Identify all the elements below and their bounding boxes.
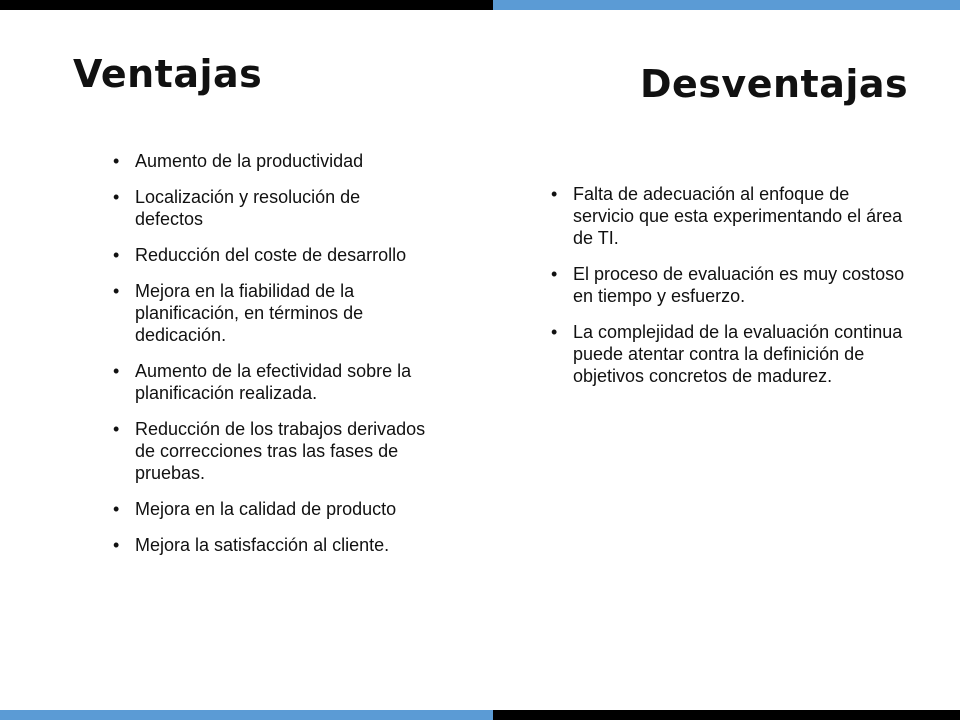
desventajas-item: • La complejidad de la evaluación continua puede atentar contra la definición de objetivos concretos de madurez.: [548, 321, 908, 387]
ventajas-item: • Reducción del coste de desarrollo: [110, 244, 430, 266]
bottom-accent-bar: [0, 710, 493, 720]
ventajas-list: [110, 150, 430, 570]
desventajas-list: [548, 183, 908, 401]
ventajas-item: • Mejora en la calidad de producto: [110, 498, 430, 520]
desventajas-item: • El proceso de evaluación es muy costoso en tiempo y esfuerzo.: [548, 263, 908, 307]
ventajas-item: • Mejora la satisfacción al cliente.: [110, 534, 430, 556]
desventajas-item: • Falta de adecuación al enfoque de servicio que esta experimentando el área de TI.: [548, 183, 908, 249]
ventajas-item: • Mejora en la fiabilidad de la planificación, en términos de dedicación.: [110, 280, 430, 346]
ventajas-item: • Aumento de la efectividad sobre la planificación realizada.: [110, 360, 430, 404]
ventajas-item: • Aumento de la productividad: [110, 150, 430, 172]
top-dark-bar: [0, 0, 493, 10]
bottom-dark-bar: [493, 710, 960, 720]
desventajas-heading: Desventajas: [640, 62, 909, 106]
ventajas-item: • Localización y resolución de defectos: [110, 186, 430, 230]
ventajas-heading: Ventajas: [73, 52, 263, 96]
top-accent-bar: [493, 0, 960, 10]
ventajas-item: • Reducción de los trabajos derivados de correcciones tras las fases de pruebas.: [110, 418, 430, 484]
